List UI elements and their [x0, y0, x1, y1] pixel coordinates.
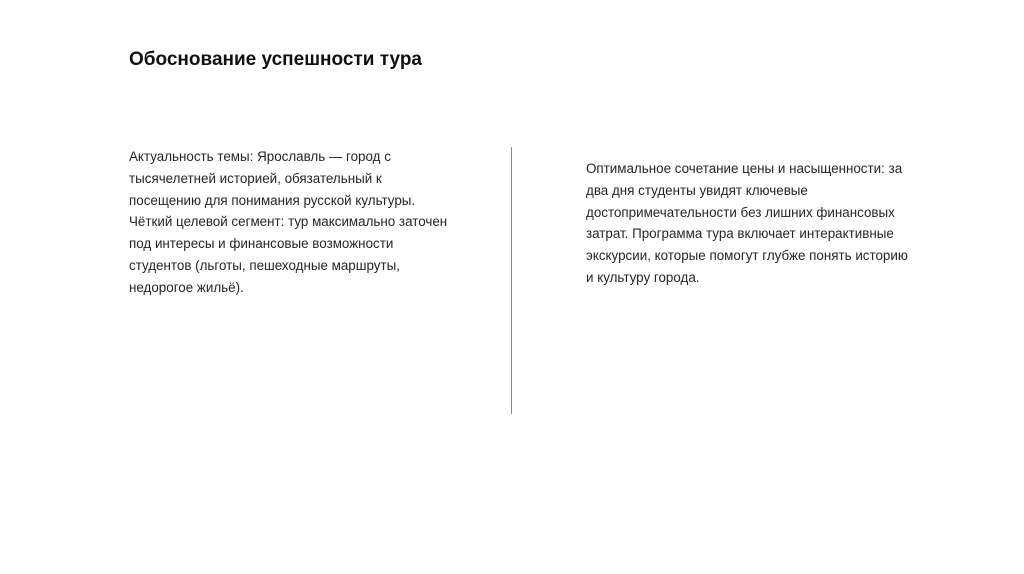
- right-text-line: достопримечательности без лишних финансовых: [586, 204, 895, 220]
- left-text-line: тысячелетней историей, обязательный к: [129, 170, 382, 186]
- left-text-line: недорогое жильё).: [129, 279, 244, 295]
- left-text-column: [129, 146, 479, 299]
- slide-title: Обоснование успешности тура: [129, 49, 422, 70]
- column-divider: [511, 147, 512, 414]
- right-text-line: экскурсии, которые помогут глубже понять историю: [586, 248, 908, 264]
- right-text-line: и культуру города.: [586, 269, 700, 285]
- right-text-line: затрат. Программа тура включает интерактивные: [586, 226, 894, 242]
- left-text-line: Чёткий целевой сегмент: тур максимально заточен: [129, 214, 448, 230]
- left-text-line: под интересы и финансовые возможности: [129, 236, 394, 252]
- right-text-column: [586, 158, 936, 289]
- right-text-line: Оптимальное сочетание цены и насыщенности: за: [586, 161, 903, 176]
- left-text-line: посещению для понимания русской культуры.: [129, 192, 416, 208]
- left-text-line: Актуальность темы: Ярославль — город с: [129, 149, 391, 164]
- left-text-line: студентов (льготы, пешеходные маршруты,: [129, 257, 400, 273]
- right-text-line: два дня студенты увидят ключевые: [586, 182, 808, 198]
